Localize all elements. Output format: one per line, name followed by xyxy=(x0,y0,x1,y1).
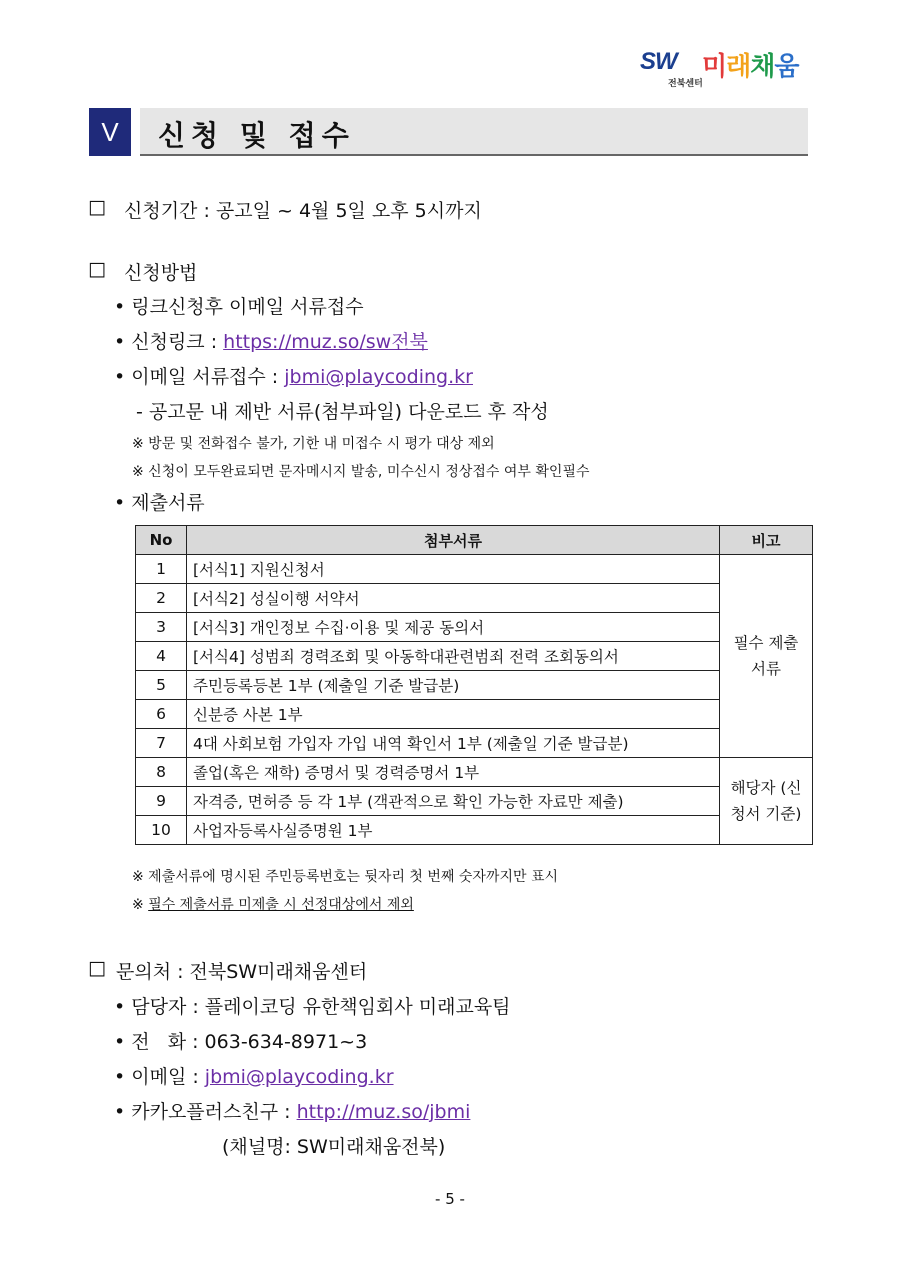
row-no: 6 xyxy=(136,700,187,729)
method-note-1: ※ 방문 및 전화접수 불가, 기한 내 미접수 시 평가 대상 제외 xyxy=(132,436,495,452)
table-row xyxy=(136,758,813,787)
logo-subtitle: 전북센터 xyxy=(668,79,703,89)
docs-heading: • 제출서류 xyxy=(114,492,205,514)
contact-manager-text: 담당자 : 플레이코딩 유한책임회사 미래교육팀 xyxy=(131,996,511,1018)
section-title: 신청 및 접수 xyxy=(158,119,355,152)
kakao-channel-name: (채널명: SW미래채움전북) xyxy=(222,1136,446,1158)
contact-bullet: □ xyxy=(88,957,106,979)
row-document: [서식2] 성실이행 서약서 xyxy=(187,584,720,613)
contact-phone-text: 전 화 : 063-634-8971~3 xyxy=(131,1031,368,1053)
table-note-2 xyxy=(132,894,414,914)
logo-sw-text: SW xyxy=(640,48,677,75)
contact-heading: 문의처 : 전북SW미래채움센터 xyxy=(116,961,368,983)
contact-phone: • 전 화 : 063-634-8971~3 xyxy=(114,1031,368,1053)
row-document: 신분증 사본 1부 xyxy=(187,700,720,729)
table-row xyxy=(136,816,813,845)
logo-char-1: 미 xyxy=(702,52,727,82)
period-bullet: □ xyxy=(88,196,106,218)
logo xyxy=(640,44,810,90)
row-document: 자격증, 면허증 등 각 1부 (객관적으로 확인 가능한 자료만 제출) xyxy=(187,787,720,816)
note-applicable: 해당자 (신청서 기준) xyxy=(720,758,813,845)
contact-email-label: 이메일 : xyxy=(131,1066,205,1088)
row-document: [서식3] 개인정보 수집·이용 및 제공 동의서 xyxy=(187,613,720,642)
row-no: 2 xyxy=(136,584,187,613)
section-number-badge: V xyxy=(89,108,131,156)
contact-email-link[interactable]: jbmi@playcoding.kr xyxy=(204,1066,394,1088)
header-documents: 첨부서류 xyxy=(187,526,720,555)
table-row xyxy=(136,584,813,613)
table-header-row xyxy=(136,526,813,555)
row-document: 주민등록등본 1부 (제출일 기준 발급분) xyxy=(187,671,720,700)
page-number: - 5 - xyxy=(435,1190,465,1208)
table-note-1: ※ 제출서류에 명시된 주민등록번호는 뒷자리 첫 번째 숫자까지만 표시 xyxy=(132,869,559,885)
method-heading: 신청방법 xyxy=(124,262,198,284)
method-sub-item: - 공고문 내 제반 서류(첨부파일) 다운로드 후 작성 xyxy=(136,401,549,423)
table-row xyxy=(136,787,813,816)
row-no: 7 xyxy=(136,729,187,758)
header-note: 비고 xyxy=(720,526,813,555)
kakao-channel-link[interactable]: http://muz.so/jbmi xyxy=(296,1101,471,1123)
note-required: 필수 제출 서류 xyxy=(720,555,813,758)
row-no: 1 xyxy=(136,555,187,584)
table-row xyxy=(136,555,813,584)
row-no: 8 xyxy=(136,758,187,787)
table-row xyxy=(136,729,813,758)
row-document: 사업자등록사실증명원 1부 xyxy=(187,816,720,845)
period-text: 신청기간 : 공고일 ~ 4월 5일 오후 5시까지 xyxy=(124,200,482,222)
table-row xyxy=(136,700,813,729)
table-note-2-text: 필수 제출서류 미제출 시 선정대상에서 제외 xyxy=(148,897,414,913)
method-item-2-label: 신청링크 : xyxy=(131,331,224,353)
row-no: 10 xyxy=(136,816,187,845)
submission-email-link[interactable]: jbmi@playcoding.kr xyxy=(284,366,473,388)
docs-heading-text: 제출서류 xyxy=(131,492,205,514)
row-document: [서식1] 지원신청서 xyxy=(187,555,720,584)
method-item-1: • 링크신청후 이메일 서류접수 xyxy=(114,296,364,318)
method-item-2: • 신청링크 : https://muz.so/sw전북 xyxy=(114,331,428,353)
contact-manager: • 담당자 : 플레이코딩 유한책임회사 미래교육팀 xyxy=(114,996,511,1018)
contact-email: • 이메일 : jbmi@playcoding.kr xyxy=(114,1066,394,1088)
table-row xyxy=(136,613,813,642)
row-no: 3 xyxy=(136,613,187,642)
row-no: 4 xyxy=(136,642,187,671)
table-row xyxy=(136,642,813,671)
row-document: 4대 사회보험 가입자 가입 내역 확인서 1부 (제출일 기준 발급분) xyxy=(187,729,720,758)
header-no: No xyxy=(136,526,187,555)
logo-char-4: 움 xyxy=(774,52,799,82)
contact-kakao-label: 카카오플러스친구 : xyxy=(131,1101,297,1123)
table-row xyxy=(136,671,813,700)
row-no: 9 xyxy=(136,787,187,816)
documents-table xyxy=(135,525,813,845)
row-document: 졸업(혹은 재학) 증명서 및 경력증명서 1부 xyxy=(187,758,720,787)
contact-kakao: • 카카오플러스친구 : http://muz.so/jbmi xyxy=(114,1101,471,1123)
logo-char-2: 래 xyxy=(726,52,751,82)
logo-korean-text xyxy=(702,46,799,83)
row-no: 5 xyxy=(136,671,187,700)
table-note-2-mark: ※ xyxy=(132,897,149,913)
method-item-3: • 이메일 서류접수 : jbmi@playcoding.kr xyxy=(114,366,473,388)
method-item-1-text: 링크신청후 이메일 서류접수 xyxy=(131,296,364,318)
method-note-2: ※ 신청이 모두완료되면 문자메시지 발송, 미수신시 정상접수 여부 확인필수 xyxy=(132,464,590,480)
method-bullet: □ xyxy=(88,258,106,280)
row-document: [서식4] 성범죄 경력조회 및 아동학대관련범죄 전력 조회동의서 xyxy=(187,642,720,671)
application-link[interactable]: https://muz.so/sw전북 xyxy=(223,331,428,353)
method-item-3-label: 이메일 서류접수 : xyxy=(131,366,285,388)
logo-char-3: 채 xyxy=(750,52,775,82)
